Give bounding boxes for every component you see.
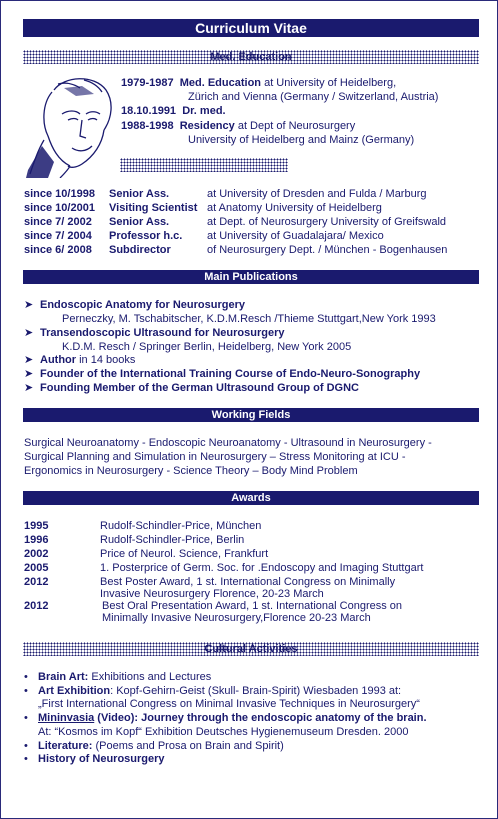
edu-row: 1979-1987 Med. Education at University of Heidelberg, — [121, 77, 397, 89]
section-header-working-fields: Working Fields — [23, 408, 479, 422]
arrow-bullet-icon: ➤ — [24, 354, 34, 366]
edu-row: 18.10.1991 Dr. med. — [121, 105, 226, 117]
cultural-item: • History of Neurosurgery — [24, 753, 165, 765]
bullet-icon: • — [24, 712, 28, 724]
publication-item: ➤ Transendoscopic Ultrasound for Neurosurgery — [24, 327, 285, 339]
portrait-image — [24, 70, 116, 178]
cultural-item: • Mininvasia (Video): Journey through the endoscopic anatomy of the brain. — [24, 712, 427, 724]
publication-item: ➤ Founding Member of the German Ultrasound Group of DGNC — [24, 382, 359, 394]
section-header-education: Med. Education — [23, 50, 479, 64]
cultural-item-cont: At: “Kosmos im Kopf“ Exhibition Deutsches Hygienemuseum Dresden. 2000 — [38, 726, 409, 738]
section-header-positions — [120, 158, 288, 172]
cultural-item: • Art Exhibition: Kopf-Gehirn-Geist (Skull- Brain-Spirit) Wiesbaden 1993 at: — [24, 685, 402, 697]
arrow-bullet-icon: ➤ — [24, 299, 34, 311]
edu-row-cont: University of Heidelberg and Mainz (Germany) — [188, 134, 415, 146]
bullet-icon: • — [24, 753, 28, 765]
edu-row-cont: Zürich and Vienna (Germany / Switzerland, Austria) — [188, 91, 439, 103]
working-field-line: Ergonomics in Neurosurgery - Science Theory – Body Mind Problem — [24, 465, 358, 477]
publication-item: ➤ Author in 14 books — [24, 354, 136, 366]
bullet-icon: • — [24, 671, 28, 683]
publication-detail: K.D.M. Resch / Springer Berlin, Heidelberg, New York 2005 — [62, 341, 352, 353]
arrow-bullet-icon: ➤ — [24, 327, 34, 339]
working-field-line: Surgical Planning and Simulation in Neurosurgery – Stress Monitoring at ICU - — [24, 451, 406, 463]
edu-row: 1988-1998 Residency at Dept of Neurosurgery — [121, 120, 356, 132]
cultural-item: • Literature: (Poems and Prosa on Brain and Spirit) — [24, 740, 284, 752]
section-header-cultural: Cultural Activities — [23, 642, 479, 656]
section-header-awards: Awards — [23, 491, 479, 505]
page-title: Curriculum Vitae — [23, 19, 479, 37]
cultural-item: • Brain Art: Exhibitions and Lectures — [24, 671, 212, 683]
publication-detail: Perneczky, M. Tschabitscher, K.D.M.Resch /Thieme Stuttgart,New York 1993 — [62, 313, 436, 325]
working-field-line: Surgical Neuroanatomy - Endoscopic Neuroanatomy - Ultrasound in Neurosurgery - — [24, 437, 432, 449]
bullet-icon: • — [24, 685, 28, 697]
arrow-bullet-icon: ➤ — [24, 368, 34, 380]
bullet-icon: • — [24, 740, 28, 752]
publication-item: ➤ Founder of the International Training Course of Endo-Neuro-Sonography — [24, 368, 421, 380]
publication-item: ➤ Endoscopic Anatomy for Neurosurgery — [24, 299, 245, 311]
cultural-item-cont: „First International Congress on Minimal Invasive Techniques in Neurosurgery“ — [38, 698, 420, 710]
section-header-publications: Main Publications — [23, 270, 479, 284]
arrow-bullet-icon: ➤ — [24, 382, 34, 394]
